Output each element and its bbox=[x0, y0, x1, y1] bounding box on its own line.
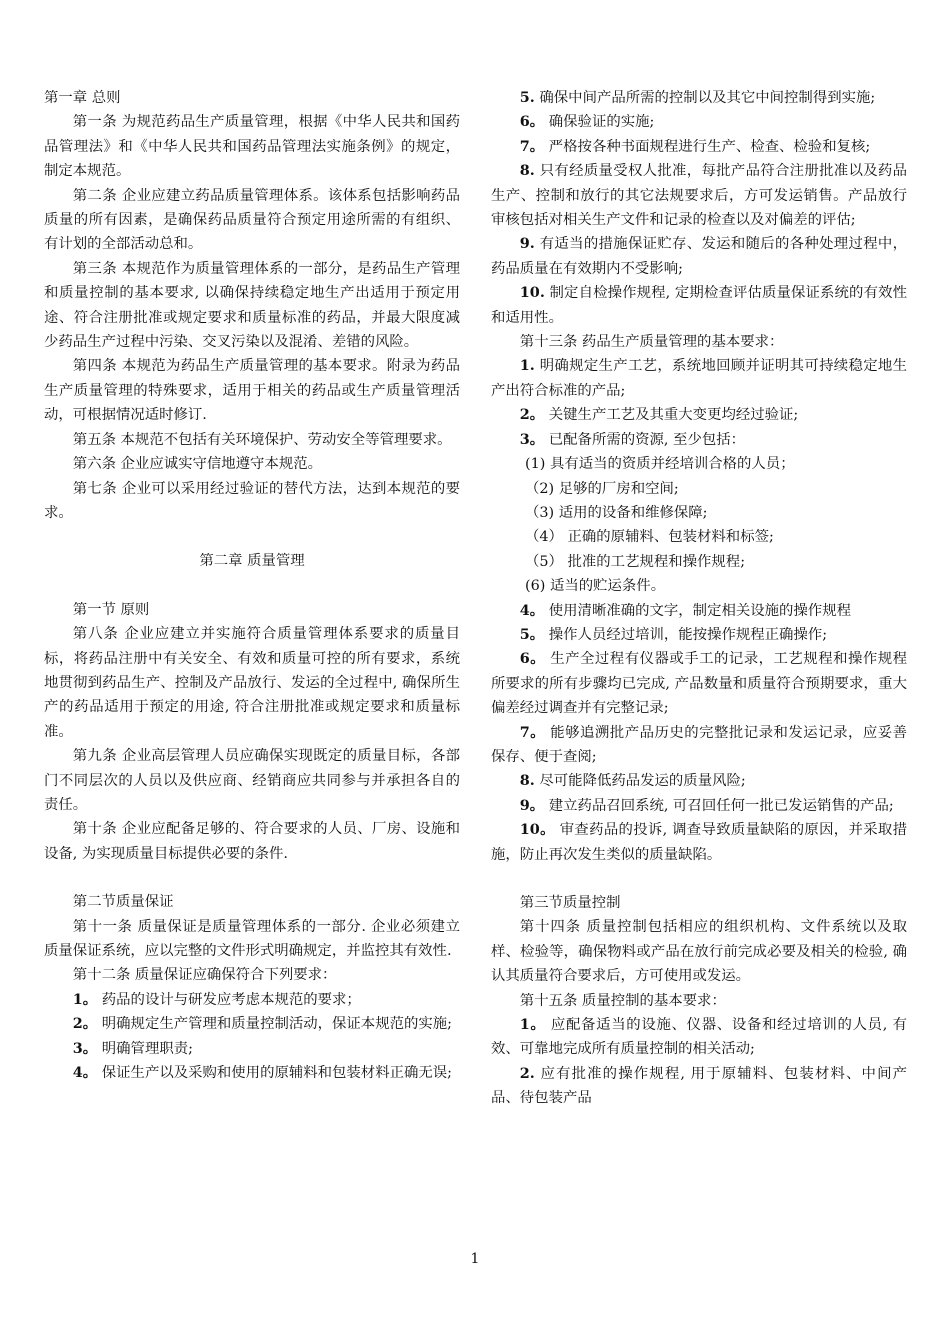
blank-line bbox=[491, 867, 907, 891]
item-text: 尽可能降低药品发运的质量风险; bbox=[534, 773, 746, 790]
right-column bbox=[491, 86, 907, 1111]
item-number: 5。 bbox=[519, 625, 545, 643]
numbered-item bbox=[491, 354, 907, 403]
paragraph: 第一章 总则 bbox=[44, 90, 121, 106]
item-text: 应有批准的操作规程, 用于原辅料、包装材料、中间产品、待包装产品 bbox=[491, 1065, 907, 1107]
item-text: 确保中间产品所需的控制以及其它中间控制得到实施; bbox=[534, 90, 876, 106]
item-text: 已配备所需的资源, 至少包括： bbox=[544, 431, 746, 448]
numbered-item bbox=[491, 818, 907, 867]
numbered-item bbox=[491, 599, 907, 623]
item-text: 关键生产工艺及其重大变更均经过验证; bbox=[544, 407, 799, 424]
numbered-item bbox=[44, 988, 460, 1012]
paragraph: 第五条 本规范不包括有关环境保护、劳动安全等管理要求。 bbox=[72, 431, 452, 448]
item-text: 操作人员经过培训，能按操作规程正确操作; bbox=[544, 626, 828, 643]
paragraph: 第三节质量控制 bbox=[519, 895, 621, 911]
numbered-item bbox=[491, 769, 907, 793]
item-number: 1。 bbox=[72, 990, 98, 1008]
item-number: 1。 bbox=[519, 1016, 546, 1034]
item-number: 4。 bbox=[519, 601, 545, 619]
item-number: 1. bbox=[519, 357, 535, 375]
paragraph: 第一条 为规范药品生产质量管理，根据《中华人民共和国药品管理法》和《中华人民共和国药品管理法实施条例》的规定，制定本规范。 bbox=[44, 114, 460, 180]
numbered-item bbox=[491, 647, 907, 720]
paragraph: 第十一条 质量保证是质量管理体系的一部分. 企业必须建立质量保证系统，应以完整的文件形式明确规定，并监控其有效性. bbox=[44, 918, 460, 959]
item-number: 8. bbox=[519, 772, 535, 790]
numbered-item bbox=[491, 110, 907, 134]
paragraph: (1) 具有适当的资质并经培训合格的人员； bbox=[525, 456, 795, 473]
paragraph: 第三条 本规范作为质量管理体系的一部分，是药品生产管理和质量控制的基本要求, 以确保持续稳定地生产出适用于预定用途、符合注册批准或规定要求和质量标准的药品，并最大限度减少药品生产过程中污染、交叉污染以及混淆、差错的风险。 bbox=[44, 260, 460, 351]
item-text: 能够追溯批产品历史的完整批记录和发运记录，应妥善保存、便于查阅; bbox=[491, 724, 908, 765]
paragraph: 第六条 企业应诚实守信地遵守本规范。 bbox=[72, 456, 323, 473]
item-text: 生产全过程有仪器或手工的记录，工艺规程和操作规程所要求的所有步骤均已完成, 产品数量和质量符合预期要求，重大偏差经过调查并有完整记录; bbox=[491, 651, 908, 717]
item-number: 9. bbox=[519, 235, 535, 253]
item-text: 有适当的措施保证贮存、发运和随后的各种处理过程中，药品质量在有效期内不受影响; bbox=[491, 236, 907, 277]
blank-line bbox=[44, 574, 460, 598]
item-text: 制定自检操作规程, 定期检查评估质量保证系统的有效性和适用性。 bbox=[491, 285, 907, 326]
numbered-item bbox=[491, 86, 907, 110]
paragraph: 第十四条 质量控制包括相应的组织机构、文件系统以及取样、检验等，确保物料或产品在放行前完成必要及相关的检验, 确认其质量符合要求后，方可使用或发运。 bbox=[491, 919, 907, 985]
paragraph: （5） 批准的工艺规程和操作规程; bbox=[525, 553, 746, 570]
numbered-item bbox=[491, 232, 907, 281]
item-number: 5. bbox=[519, 89, 535, 106]
numbered-item bbox=[491, 1062, 907, 1111]
paragraph: 第一节 原则 bbox=[72, 601, 150, 618]
item-number: 10。 bbox=[519, 821, 555, 839]
blank-line bbox=[44, 866, 460, 890]
item-text: 建立药品召回系统, 可召回任何一批已发运销售的产品; bbox=[544, 797, 894, 814]
paragraph: （3) 适用的设备和维修保障; bbox=[525, 504, 708, 521]
item-number: 2。 bbox=[72, 1015, 98, 1033]
item-number: 3。 bbox=[519, 430, 545, 448]
numbered-item bbox=[491, 159, 907, 232]
item-number: 10. bbox=[519, 284, 545, 302]
paragraph: 第九条 企业高层管理人员应确保实现既定的质量目标，各部门不同层次的人员以及供应商、经销商应共同参与并承担各自的责任。 bbox=[44, 748, 460, 813]
numbered-item bbox=[44, 1061, 460, 1085]
item-text: 明确规定生产管理和质量控制活动，保证本规范的实施; bbox=[97, 1016, 453, 1033]
item-number: 9。 bbox=[519, 796, 545, 814]
numbered-item bbox=[491, 794, 907, 818]
item-number: 6。 bbox=[519, 113, 545, 131]
left-column bbox=[44, 86, 460, 1085]
numbered-item bbox=[491, 428, 907, 452]
item-number: 6。 bbox=[519, 650, 546, 668]
item-text: 严格按各种书面规程进行生产、检查、检验和复核; bbox=[544, 138, 871, 155]
paragraph: 第七条 企业可以采用经过验证的替代方法，达到本规范的要求。 bbox=[44, 480, 460, 521]
blank-line bbox=[44, 525, 460, 549]
item-text: 保证生产以及采购和使用的原辅料和包装材料正确无误; bbox=[97, 1065, 453, 1082]
item-text: 明确管理职责; bbox=[97, 1040, 193, 1057]
numbered-item bbox=[44, 1012, 460, 1036]
paragraph: 第十五条 质量控制的基本要求： bbox=[519, 992, 726, 1009]
item-number: 7。 bbox=[519, 137, 545, 155]
item-text: 应配备适当的设施、仪器、设备和经过培训的人员, 有效、可靠地完成所有质量控制的相关活动; bbox=[491, 1017, 907, 1058]
numbered-item bbox=[491, 403, 907, 427]
numbered-item bbox=[491, 1013, 907, 1062]
item-text: 药品的设计与研发应考虑本规范的要求； bbox=[97, 991, 361, 1008]
item-number: 4。 bbox=[72, 1064, 98, 1082]
paragraph: 第四条 本规范为药品生产质量管理的基本要求。附录为药品生产质量管理的特殊要求，适用于相关的药品或生产质量管理活动，可根据情况适时修订. bbox=[44, 358, 460, 424]
paragraph: 第十三条 药品生产质量管理的基本要求： bbox=[519, 334, 784, 351]
item-text: 使用清晰准确的文字，制定相关设施的操作规程 bbox=[544, 602, 851, 619]
paragraph: （4） 正确的原辅料、包装材料和标签; bbox=[525, 529, 774, 546]
numbered-item bbox=[44, 1037, 460, 1061]
paragraph: 第二节质量保证 bbox=[72, 894, 174, 911]
item-number: 7。 bbox=[519, 723, 546, 741]
page-number: 1 bbox=[470, 1251, 480, 1267]
item-text: 明确规定生产工艺，系统地回顾并证明其可持续稳定地生产出符合标准的产品; bbox=[491, 358, 907, 399]
item-number: 8. bbox=[519, 162, 535, 180]
numbered-item bbox=[491, 135, 907, 159]
paragraph: 第二条 企业应建立药品质量管理体系。该体系包括影响药品质量的所有因素，是确保药品质量符合预定用途所需的有组织、有计划的全部活动总和。 bbox=[44, 187, 460, 253]
item-text: 审查药品的投诉, 调查导致质量缺陷的原因，并采取措施，防止再次发生类似的质量缺陷。 bbox=[491, 822, 907, 863]
paragraph: 第十条 企业应配备足够的、符合要求的人员、厂房、设施和设备, 为实现质量目标提供必要的条件. bbox=[44, 821, 460, 862]
item-text: 只有经质量受权人批准，每批产品符合注册批准以及药品生产、控制和放行的其它法规要求后，方可发运销售。产品放行审核包括对相关生产文件和记录的检查以及对偏差的评估; bbox=[491, 163, 907, 229]
numbered-item bbox=[491, 623, 907, 647]
chapter-heading: 第二章 质量管理 bbox=[199, 553, 305, 570]
numbered-item bbox=[491, 281, 907, 330]
paragraph: 第十二条 质量保证应确保符合下列要求： bbox=[72, 967, 337, 984]
item-text: 确保验证的实施; bbox=[544, 114, 655, 131]
paragraph: 第八条 企业应建立并实施符合质量管理体系要求的质量目标，将药品注册中有关安全、有效和质量可控的所有要求，系统地贯彻到药品生产、控制及产品放行、发运的全过程中, 确保所生产的药品适用于预定的用途, 符合注册批准或规定要求和质量标准。 bbox=[44, 626, 460, 740]
paragraph: （2) 足够的厂房和空间; bbox=[525, 480, 679, 497]
numbered-item bbox=[491, 721, 907, 770]
item-number: 3。 bbox=[72, 1039, 98, 1057]
item-number: 2。 bbox=[519, 406, 545, 424]
paragraph: (6) 适当的贮运条件。 bbox=[525, 578, 666, 595]
item-number: 2. bbox=[519, 1064, 535, 1082]
